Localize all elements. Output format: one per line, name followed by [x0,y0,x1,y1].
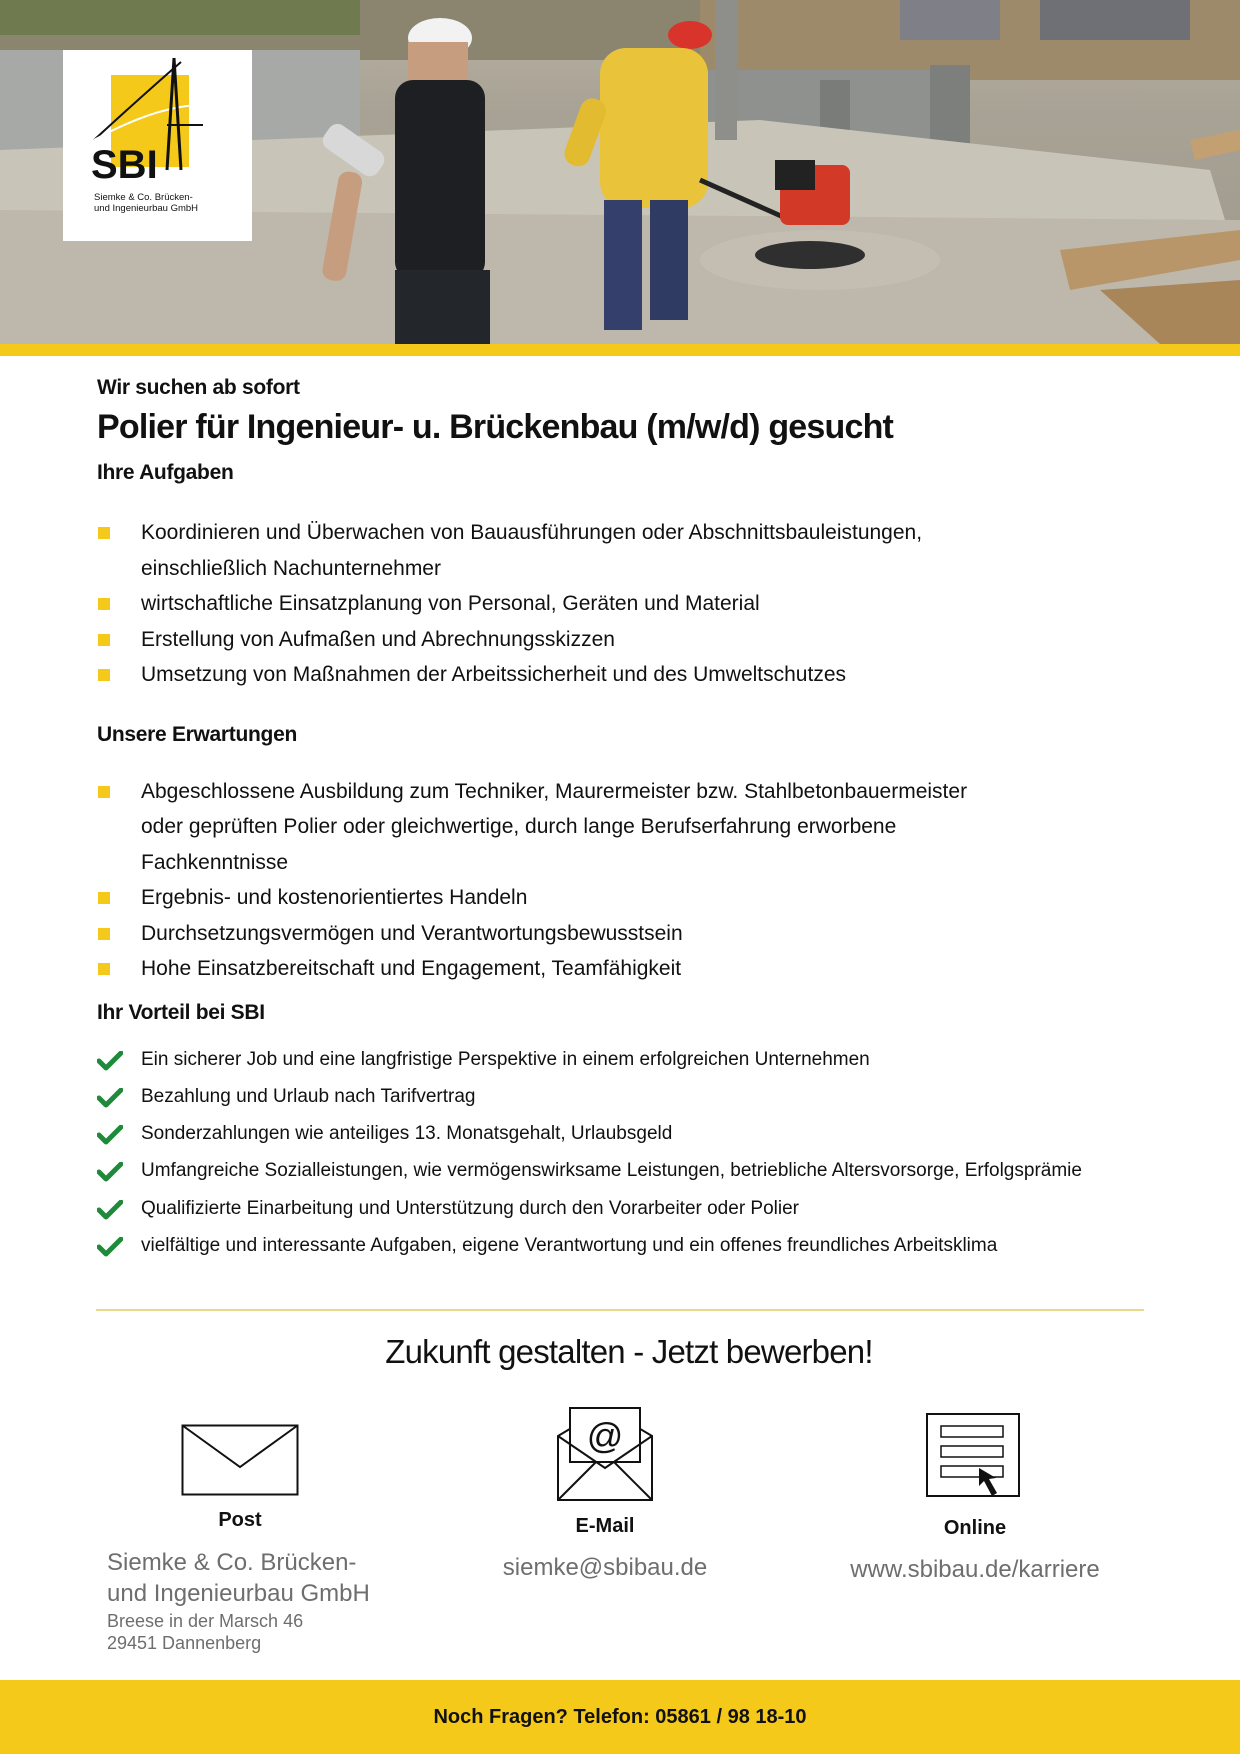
list-item: Qualifizierte Einarbeitung und Unterstützung durch den Vorarbeiter oder Polier [97,1190,1197,1227]
post-city: 29451 Dannenberg [107,1633,262,1653]
contact-post [160,1402,320,1532]
square-bullet-icon [98,598,110,610]
job-title: Polier für Ingenieur- u. Brückenbau (m/w/d) gesucht [97,408,894,446]
envelope-icon [181,1424,299,1496]
list-item: wirtschaftliche Einsatzplanung von Personal, Geräten und Material [97,586,1197,622]
benefits-list [97,1041,1197,1265]
logo-subtitle-line1: Siemke & Co. Brücken- [94,192,193,203]
list-item-continuation: einschließlich Nachunternehmer [141,556,441,580]
post-street: Breese in der Marsch 46 [107,1611,304,1631]
square-bullet-icon [98,786,110,798]
square-bullet-icon [98,892,110,904]
list-item: vielfältige und interessante Aufgaben, eigene Verantwortung und ein offenes freundliches Arbeitsklima [97,1227,1197,1264]
post-company-line2: und Ingenieurbau GmbH [107,1580,370,1607]
checkmark-icon [97,1088,123,1108]
footer-phone-bar: Noch Fragen? Telefon: 05861 / 98 18-10 [0,1680,1240,1754]
online-form-icon [925,1412,1025,1504]
square-bullet-icon [98,634,110,646]
list-item: Hohe Einsatzbereitschaft und Engagement, Teamfähigkeit [97,951,1197,987]
square-bullet-icon [98,669,110,681]
list-item: Bezahlung und Urlaub nach Tarifvertrag [97,1078,1197,1115]
tasks-list [97,515,1197,693]
list-item-continuation: Fachkenntnisse [141,850,289,874]
checkmark-icon [97,1051,123,1071]
list-item: Ergebnis- und kostenorientiertes Handeln [97,880,1197,916]
job-kicker: Wir suchen ab sofort [97,376,300,399]
hero-photo [0,0,1240,344]
checkmark-icon [97,1162,123,1182]
checkmark-icon [97,1200,123,1220]
list-item: Sonderzahlungen wie anteiliges 13. Monatsgehalt, Urlaubsgeld [97,1115,1197,1152]
post-address [107,1610,303,1654]
list-item: Durchsetzungsvermögen und Verantwortungsbewusstsein [97,916,1197,952]
expectations-heading: Unsere Erwartungen [97,722,297,746]
call-to-action: Zukunft gestalten - Jetzt bewerben! [385,1333,873,1370]
checkmark-icon [97,1125,123,1145]
email-at-icon [556,1406,654,1502]
list-item: Ein sicherer Job und eine langfristige Perspektive in einem erfolgreichen Unternehmen [97,1041,1197,1078]
logo-text: SBI [91,143,158,187]
online-link[interactable]: www.sbibau.de/karriere [850,1556,1100,1583]
square-bullet-icon [98,527,110,539]
email-label: E-Mail [575,1515,635,1537]
list-item: Umsetzung von Maßnahmen der Arbeitssicherheit und des Umweltschutzes [97,657,1197,693]
tasks-heading: Ihre Aufgaben [97,461,234,484]
square-bullet-icon [98,963,110,975]
contact-online [820,1402,1130,1584]
logo-subtitle-line2: und Ingenieurbau GmbH [94,203,199,214]
post-company [107,1547,370,1609]
list-item: Koordinieren und Überwachen von Bauausführungen oder Abschnittsbauleistungen, [97,515,1197,551]
post-label: Post [218,1509,262,1531]
list-item: Erstellung von Aufmaßen und Abrechnungsskizzen [97,622,1197,658]
checkmark-icon [97,1237,123,1257]
benefits-heading: Ihr Vorteil bei SBI [97,1000,265,1024]
list-item: Umfangreiche Sozialleistungen, wie vermögenswirksame Leistungen, betriebliche Altersvorsorge, Erfolgsprämie [97,1152,1197,1189]
online-label: Online [943,1517,1007,1539]
company-logo [63,50,252,241]
job-content [97,370,1197,1264]
logo-subtitle [94,192,244,214]
list-item: Abgeschlossene Ausbildung zum Techniker, Maurermeister bzw. Stahlbetonbauermeister [97,774,1197,810]
square-bullet-icon [98,928,110,940]
contact-email [480,1402,730,1582]
email-link[interactable]: siemke@sbibau.de [502,1554,708,1581]
svg-text:@: @ [586,1415,624,1456]
header-accent-bar [0,344,1240,356]
list-item-continuation: oder geprüften Polier oder gleichwertige, durch lange Berufserfahrung erworbene [141,815,897,838]
section-divider [96,1309,1144,1311]
expectations-list [97,774,1197,987]
post-company-line1: Siemke & Co. Brücken- [107,1549,357,1576]
